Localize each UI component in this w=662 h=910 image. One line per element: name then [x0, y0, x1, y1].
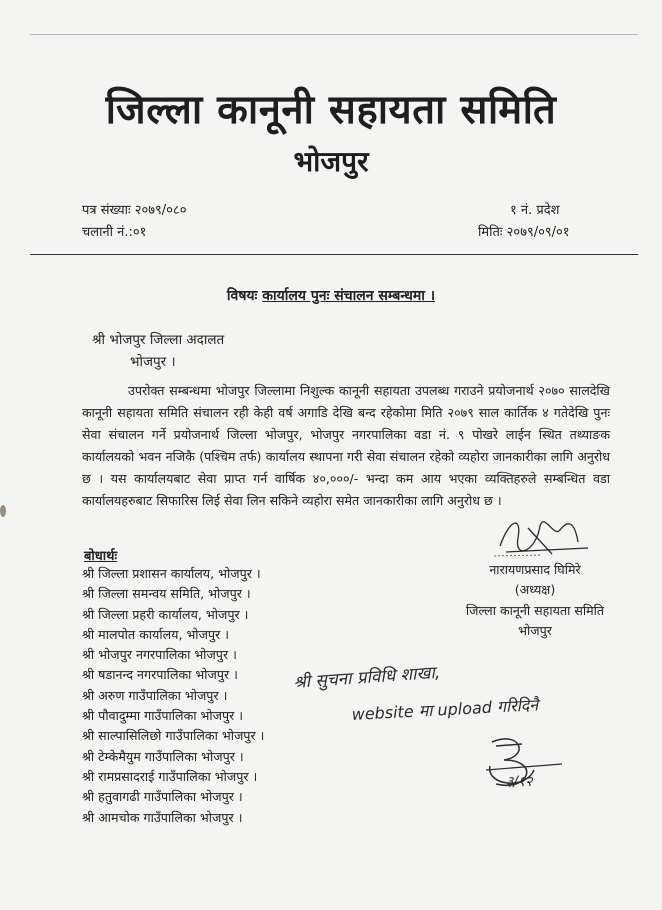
signatory-office: जिल्ला कानूनी सहायता समिति	[465, 602, 605, 618]
top-border	[30, 34, 638, 35]
note-date: ३/१२	[506, 774, 533, 790]
cc-item: श्री जिल्ला प्रशासन कार्यालय, भोजपुर ।	[82, 566, 261, 581]
letter-body	[82, 380, 610, 512]
note-line-1: श्री सुचना प्रविधि शाखा,	[292, 662, 441, 693]
cc-heading: बोधार्थः	[84, 549, 118, 564]
cc-item: श्री भोजपुर नगरपालिका भोजपुर ।	[82, 647, 237, 663]
cc-item: श्री जिल्ला प्रहरी कार्यालय, भोजपुर ।	[82, 606, 249, 622]
signatory-role: (अध्यक्ष)	[514, 582, 556, 598]
paper-mark	[0, 505, 6, 517]
cc-item: श्री साल्पासिलिछो गाउँपालिका भोजपुर ।	[82, 728, 265, 744]
signatory-place: भोजपुर	[518, 622, 552, 638]
reference-number: पत्र संख्याः २०७९/०८०	[82, 203, 187, 218]
cc-item: श्री अरुण गाउँपालिका भोजपुर ।	[82, 687, 228, 703]
cc-item: श्री हतुवागढी गाउँपालिका भोजपुर ।	[82, 789, 243, 805]
cc-item: श्री आमचोक गाउँपालिका भोजपुर ।	[82, 809, 243, 825]
signature-block	[430, 560, 640, 641]
signature-mark	[488, 508, 598, 563]
cc-list	[82, 564, 264, 828]
cc-item: श्री रामप्रसादराई गाउँपालिका भोजपुर ।	[82, 768, 258, 784]
cc-item: श्री षडानन्द नगरपालिका भोजपुर ।	[82, 667, 238, 683]
letter-date: मितिः २०७९/०९/०१	[478, 225, 570, 240]
subject-line	[0, 286, 662, 305]
dispatch-number: चलानी नं.:०१	[82, 225, 147, 240]
signatory-name: नारायणप्रसाद घिमिरे	[489, 562, 581, 577]
initials-underline	[486, 764, 562, 770]
subject-text: कार्यालय पुनः संचालन सम्बन्धमा ।	[262, 288, 436, 304]
cc-item: श्री जिल्ला समन्वय समिति, भोजपुर ।	[82, 586, 251, 602]
note-line-2: website मा upload गरिदिनै	[351, 695, 539, 724]
cc-item: श्री टेम्केमैयुम गाउँपालिका भोजपुर ।	[82, 748, 244, 764]
recipient-name: श्री भोजपुर जिल्ला अदालत	[92, 332, 225, 348]
cc-item: श्री मालपोत कार्यालय, भोजपुर ।	[82, 626, 229, 642]
header-divider	[30, 254, 638, 255]
recipient-place: भोजपुर ।	[130, 354, 176, 370]
office-title: जिल्ला कानूनी सहायता समिति	[105, 87, 557, 133]
handwritten-note	[290, 660, 630, 800]
cc-item: श्री पौवादुम्मा गाउँपालिका भोजपुर ।	[82, 708, 244, 724]
province: १ नं. प्रदेश	[510, 203, 560, 218]
body-paragraph: उपरोक्त सम्बन्धमा भोजपुर जिल्लामा निशुल्क कानूनी सहायता उपलब्ध गराउने प्रयोजनार्थ २०७० सालदेखि कानूनी सहायता समिति संचालन रही केही वर्ष अगाडि देखि बन्द रहेकोमा मिति २०७९ साल कार्तिक ४ गतेदेखि पुनः सेवा संचालन गर्ने प्रयोजनार्थ जिल्ला भोजपुर, भोजपुर नगरपालिका वडा नं. ९ पोखरे लाईन स्थित तथ्याङक कार्यालयको भवन नजिकै (पश्चिम तर्फ) कार्यालय स्थापना गरी सेवा संचालन रहेको व्यहोरा जानकारीका लागि अनुरोध छ । यस कार्यालयबाट सेवा प्राप्त गर्न वार्षिक ४०,०००/- भन्दा कम आय भएका व्यक्तिहरुले सम्बन्धित वडा कार्यालयहरुबाट सिफारिस लिई सेवा लिन सकिने व्यहोरा समेत जानकारीका लागि अनुरोध छ ।	[82, 383, 610, 508]
office-subtitle: भोजपुर	[293, 145, 369, 178]
subject-label: विषयः	[226, 288, 258, 304]
